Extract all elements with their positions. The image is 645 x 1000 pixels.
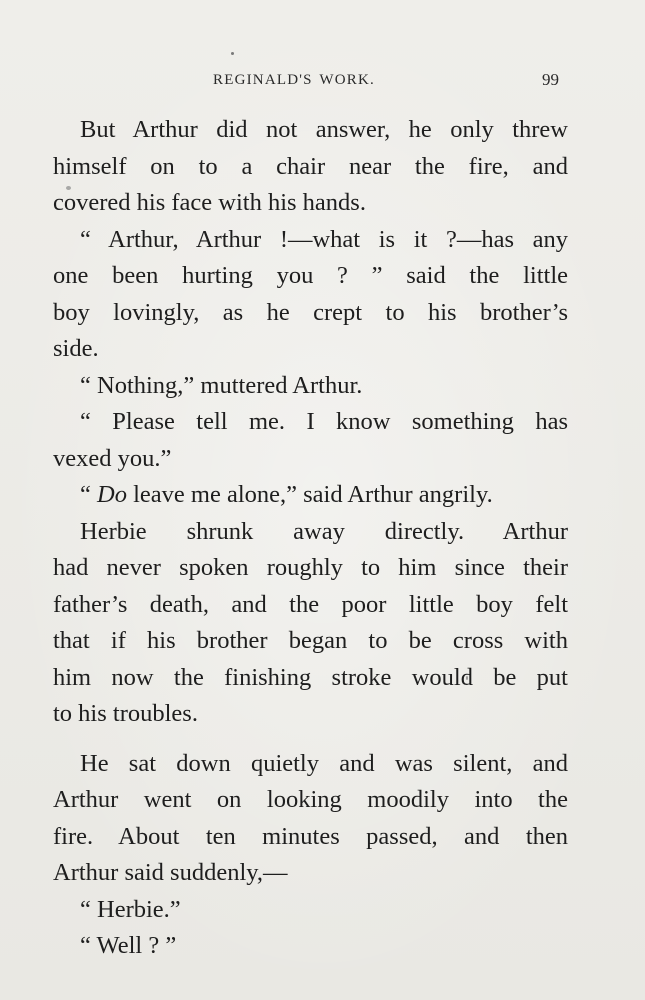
text-line: side. xyxy=(53,335,99,362)
text-line: to his troubles. xyxy=(53,700,198,727)
text-line: “ Arthur, Arthur !—what is it ?—has any xyxy=(80,225,568,253)
text-run: leave me alone,” said Arthur angrily. xyxy=(126,481,493,508)
text-line: Herbie shrunk away directly. Arthur xyxy=(80,517,568,545)
text-line: father’s death, and the poor little boy felt xyxy=(53,590,568,618)
text-line: But Arthur did not answer, he only threw xyxy=(80,116,568,143)
text-line: fire. About ten minutes passed, and then xyxy=(53,822,568,850)
page-number: 99 xyxy=(542,70,559,89)
text-line: had never spoken roughly to him since their xyxy=(53,554,568,581)
running-head xyxy=(0,70,645,94)
ink-speck xyxy=(231,52,234,55)
text-line: him now the finishing stroke would be put xyxy=(53,663,568,691)
emphasis-word: Do xyxy=(97,481,127,508)
text-line: “ Please tell me. I know something has xyxy=(80,408,568,435)
text-line: himself on to a chair near the fire, and xyxy=(53,152,568,180)
running-title: REGINALD'S WORK. xyxy=(213,72,375,88)
text-line: “ Nothing,” muttered Arthur. xyxy=(80,371,363,399)
text-line xyxy=(53,477,568,514)
text-line: that if his brother began to be cross with xyxy=(53,627,568,654)
body-text xyxy=(53,112,568,965)
text-line: “ Well ? ” xyxy=(80,932,177,959)
text-line: Arthur said suddenly,— xyxy=(53,859,288,886)
text-line: “ Herbie.” xyxy=(80,895,181,923)
quote-open: “ xyxy=(80,481,97,508)
paragraph-gap xyxy=(53,733,568,746)
text-line: one been hurting you ? ” said the little xyxy=(53,262,568,289)
text-line: boy lovingly, as he crept to his brother’s xyxy=(53,298,568,326)
text-line: covered his face with his hands. xyxy=(53,189,366,216)
text-line: He sat down quietly and was silent, and xyxy=(80,749,568,777)
text-line: vexed you.” xyxy=(53,444,172,472)
text-line: Arthur went on looking moodily into the xyxy=(53,786,568,813)
